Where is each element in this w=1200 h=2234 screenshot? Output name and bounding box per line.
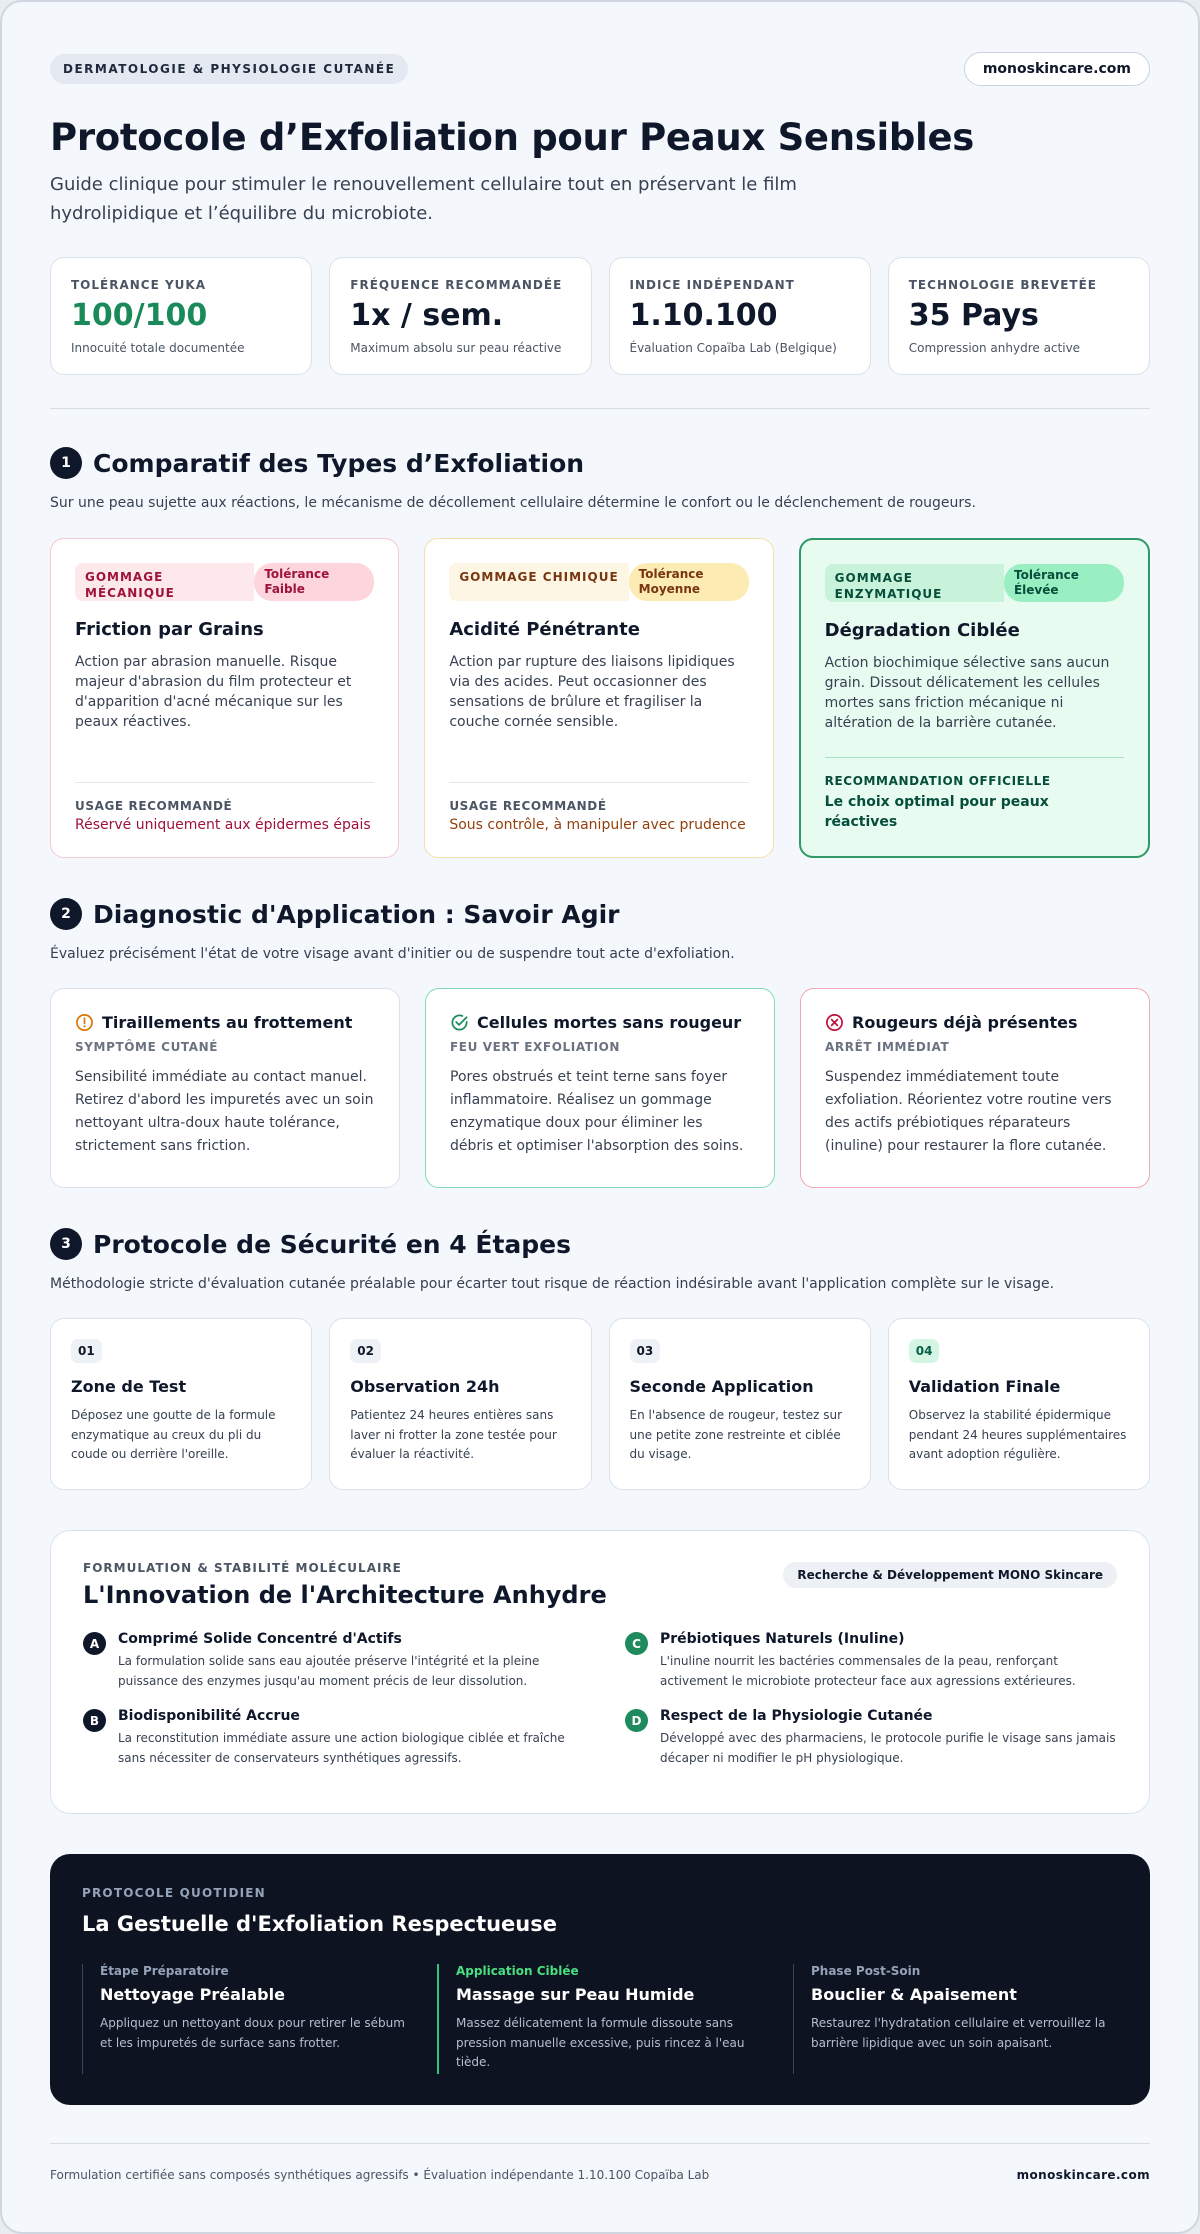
daily-step-title: Bouclier & Apaisement: [811, 1985, 1017, 2004]
section-number: 3: [50, 1228, 82, 1260]
recommendation-value: Le choix optimal pour peaux réactives: [824, 794, 1049, 830]
step-card-4: [888, 1318, 1150, 1490]
diagnostic-subtitle: FEU VERT EXFOLIATION: [450, 1040, 621, 1054]
stat-label: TOLÉRANCE YUKA: [71, 278, 207, 292]
badge-row: [449, 563, 748, 601]
section-title: Protocole de Sécurité en 4 Étapes: [93, 1229, 572, 1259]
warning-circle-icon: [75, 1013, 94, 1032]
section-3-header: [50, 1228, 1150, 1260]
badge-row: [75, 563, 374, 601]
type-badge: GOMMAGE MÉCANIQUE: [75, 563, 254, 601]
stat-note: Évaluation Copaïba Lab (Belgique): [629, 341, 837, 355]
innovation-item: [83, 1708, 575, 1768]
usage-label: USAGE RECOMMANDÉ: [75, 799, 233, 813]
diagnostic-text: Sensibilité immédiate au contact manuel. Retirez d'abord les impuretés avec un soin nettoyant ultra-doux haute tolérance, strictement sans friction.: [75, 1069, 374, 1154]
step-text: Déposez une goutte de la formule enzymatique au creux du pli du coude ou derrière l'oreille.: [71, 1408, 276, 1461]
category-tag: DERMATOLOGIE & PHYSIOLOGIE CUTANÉE: [50, 54, 408, 84]
stat-note: Compression anhydre active: [908, 341, 1081, 355]
stat-value: 35 Pays: [908, 298, 1039, 333]
diagnostic-card-tightness: [50, 988, 400, 1188]
item-letter: D: [625, 1709, 648, 1732]
rnd-badge: Recherche & Développement MONO Skincare: [783, 1562, 1117, 1588]
daily-title: La Gestuelle d'Exfoliation Respectueuse: [82, 1912, 557, 1936]
innovation-heading: [83, 1561, 607, 1609]
stat-label: TECHNOLOGIE BREVETÉE: [908, 278, 1097, 292]
tolerance-badge: Tolérance Faible: [254, 563, 374, 601]
innovation-header: [83, 1561, 1117, 1609]
usage-label: USAGE RECOMMANDÉ: [449, 799, 607, 813]
stat-value: 1x / sem.: [350, 298, 504, 333]
site-link[interactable]: monoskincare.com: [964, 52, 1150, 86]
x-circle-icon: [825, 1013, 844, 1032]
diagnostic-subtitle: SYMPTÔME CUTANÉ: [75, 1040, 219, 1054]
innovation-panel: [50, 1530, 1150, 1814]
step-text: En l'absence de rougeur, testez sur une petite zone restreinte et ciblée du visage.: [629, 1408, 843, 1461]
item-body: [118, 1708, 575, 1768]
daily-step-text: Restaurez l'hydratation cellulaire et verrouillez la barrière lipidique avec un soin apaisant.: [811, 2016, 1106, 2050]
type-text: Action par rupture des liaisons lipidiques via des acides. Peut occasionner des sensations de brûlure et fragiliser la couche cornée sensible.: [449, 654, 735, 730]
step-card-1: [50, 1318, 312, 1490]
daily-step-title: Nettoyage Préalable: [100, 1985, 285, 2004]
divider: [50, 408, 1150, 409]
item-letter: C: [625, 1632, 648, 1655]
section-description: Sur une peau sujette aux réactions, le mécanisme de décollement cellulaire détermine le confort ou le déclenchement de rougeurs.: [50, 495, 976, 511]
daily-protocol-panel: [50, 1854, 1150, 2105]
footer-site-link[interactable]: monoskincare.com: [1016, 2168, 1150, 2182]
daily-step-label: Étape Préparatoire: [100, 1964, 229, 1978]
item-text: L'inuline nourrit les bactéries commensales de la peau, renforçant activement le microbiote protecteur face aux agressions extérieures.: [660, 1654, 1076, 1688]
item-letter: B: [83, 1709, 106, 1732]
section-number: 1: [50, 447, 82, 479]
item-letter: A: [83, 1632, 106, 1655]
stat-value: 1.10.100: [629, 298, 778, 333]
stat-card-index: [609, 257, 871, 375]
diagnostic-header: [450, 1013, 750, 1032]
type-title: Dégradation Ciblée: [824, 620, 1020, 641]
section-title: Diagnostic d'Application : Savoir Agir: [93, 899, 620, 929]
diagnostic-card-dead-cells: [425, 988, 775, 1188]
daily-step-text: Massez délicatement la formule dissoute sans pression manuelle excessive, puis rincez à l'eau tiède.: [456, 2016, 745, 2069]
stat-note: Maximum absolu sur peau réactive: [350, 341, 562, 355]
diagnostic-text: Pores obstrués et teint terne sans foyer inflammatoire. Réalisez un gommage enzymatique doux pour éliminer les débris et optimiser l'absorption des soins.: [450, 1069, 744, 1154]
section-1-header: [50, 447, 1150, 479]
section-number: 2: [50, 898, 82, 930]
daily-step-application: [437, 1964, 763, 2074]
item-title: Biodisponibilité Accrue: [118, 1708, 300, 1724]
step-title: Observation 24h: [350, 1377, 500, 1396]
step-title: Zone de Test: [71, 1377, 187, 1396]
step-text: Patientez 24 heures entières sans laver ni frotter la zone testée pour évaluer la réactivité.: [350, 1408, 557, 1461]
type-card-enzymatic: [799, 538, 1150, 858]
tolerance-badge: Tolérance Élevée: [1004, 564, 1124, 602]
page-subtitle: Guide clinique pour stimuler le renouvellement cellulaire tout en préservant le film hydrolipidique et l’équilibre du microbiote.: [50, 174, 797, 224]
innovation-item: [625, 1708, 1117, 1768]
diagnostic-subtitle: ARRÊT IMMÉDIAT: [825, 1040, 950, 1054]
type-title: Acidité Pénétrante: [449, 619, 640, 640]
type-card-chemical: [424, 538, 773, 858]
tolerance-badge: Tolérance Moyenne: [629, 563, 749, 601]
type-footer: [449, 782, 748, 833]
type-badge: GOMMAGE ENZYMATIQUE: [825, 564, 1004, 602]
stat-label: INDICE INDÉPENDANT: [629, 278, 795, 292]
step-title: Seconde Application: [629, 1377, 814, 1396]
daily-step-post-care: [793, 1964, 1118, 2074]
usage-value: Réservé uniquement aux épidermes épais: [75, 817, 371, 833]
stat-label: FRÉQUENCE RECOMMANDÉE: [350, 278, 563, 292]
step-number: 01: [71, 1339, 102, 1363]
type-footer: [825, 757, 1124, 832]
step-text: Observez la stabilité épidermique pendant 24 heures supplémentaires avant adoption régulière.: [908, 1408, 1127, 1461]
step-card-3: [609, 1318, 871, 1490]
badge-row: [825, 564, 1124, 602]
stat-card-tolerance: [50, 257, 312, 375]
section-description: Méthodologie stricte d'évaluation cutanée préalable pour écarter tout risque de réaction indésirable avant l'application complète sur le visage.: [50, 1276, 1055, 1292]
step-card-2: [329, 1318, 591, 1490]
type-text: Action par abrasion manuelle. Risque majeur d'abrasion du film protecteur et d'apparition d'acné mécanique sur les peaux réactives.: [75, 654, 352, 730]
daily-step-label: Application Ciblée: [456, 1964, 579, 1978]
diagnostic-title: Tiraillements au frottement: [102, 1013, 353, 1032]
innovation-grid: [83, 1631, 1117, 1768]
step-number: 03: [630, 1339, 661, 1363]
innovation-item: [625, 1631, 1117, 1691]
stat-card-technology: [888, 257, 1150, 375]
section-title: Comparatif des Types d’Exfoliation: [93, 448, 585, 478]
item-body: [660, 1631, 1117, 1691]
diagnostic-title: Rougeurs déjà présentes: [852, 1013, 1078, 1032]
stats-row: [50, 257, 1150, 375]
step-number: 04: [909, 1339, 940, 1363]
item-text: Développé avec des pharmaciens, le protocole purifie le visage sans jamais décaper ni modifier le pH physiologique.: [660, 1731, 1116, 1765]
type-badge: GOMMAGE CHIMIQUE: [449, 563, 628, 601]
daily-step-title: Massage sur Peau Humide: [456, 1985, 695, 2004]
daily-label: PROTOCOLE QUOTIDIEN: [82, 1886, 266, 1900]
stat-note: Innocuité totale documentée: [71, 341, 245, 355]
daily-step-text: Appliquez un nettoyant doux pour retirer le sébum et les impuretés de surface sans frotter.: [100, 2016, 405, 2050]
stat-value: 100/100: [71, 298, 208, 333]
item-body: [118, 1631, 575, 1691]
section-description: Évaluez précisément l'état de votre visage avant d'initier ou de suspendre tout acte d'exfoliation.: [50, 946, 735, 962]
item-text: La formulation solide sans eau ajoutée préserve l'intégrité et la pleine puissance des enzymes jusqu'au moment précis de leur dissolution.: [118, 1654, 540, 1688]
type-title: Friction par Grains: [75, 619, 264, 640]
usage-value: Sous contrôle, à manipuler avec prudence: [449, 817, 746, 833]
diagnostic-title: Cellules mortes sans rougeur: [477, 1013, 742, 1032]
section-2-header: [50, 898, 1150, 930]
innovation-item: [83, 1631, 575, 1691]
item-title: Comprimé Solide Concentré d'Actifs: [118, 1631, 402, 1647]
footer: [50, 2143, 1150, 2182]
step-number: 02: [350, 1339, 381, 1363]
page-title: Protocole d’Exfoliation pour Peaux Sensibles: [50, 116, 974, 159]
footer-note: Formulation certifiée sans composés synthétiques agressifs • Évaluation indépendante 1.10.100 Copaïba Lab: [50, 2168, 710, 2182]
diagnostic-text: Suspendez immédiatement toute exfoliation. Réorientez votre routine vers des actifs prébiotiques réparateurs (inuline) pour restaurer la flore cutanée.: [825, 1069, 1112, 1154]
item-body: [660, 1708, 1117, 1768]
type-text: Action biochimique sélective sans aucun grain. Dissout délicatement les cellules mortes sans friction mécanique ni altération de la barrière cutanée.: [824, 655, 1110, 731]
diagnostic-header: [75, 1013, 375, 1032]
daily-step-preparation: [82, 1964, 407, 2074]
item-text: La reconstitution immédiate assure une action biologique ciblée et fraîche sans nécessiter de conservateurs synthétiques agressifs.: [118, 1731, 565, 1765]
daily-step-label: Phase Post-Soin: [811, 1964, 921, 1978]
check-circle-icon: [450, 1013, 469, 1032]
safety-steps: [50, 1318, 1150, 1490]
step-title: Validation Finale: [908, 1377, 1061, 1396]
exfoliation-types: [50, 538, 1150, 858]
type-card-mechanical: [50, 538, 399, 858]
type-footer: [75, 782, 374, 833]
recommendation-label: RECOMMANDATION OFFICIELLE: [824, 774, 1051, 788]
item-title: Respect de la Physiologie Cutanée: [660, 1708, 933, 1724]
header-row: [50, 52, 1150, 86]
daily-steps: [82, 1964, 1118, 2074]
stat-card-frequency: [329, 257, 591, 375]
innovation-title: L'Innovation de l'Architecture Anhydre: [83, 1581, 607, 1609]
item-title: Prébiotiques Naturels (Inuline): [660, 1631, 905, 1647]
innovation-label: FORMULATION & STABILITÉ MOLÉCULAIRE: [83, 1561, 402, 1575]
diagnostic-card-redness: [800, 988, 1150, 1188]
diagnostic-header: [825, 1013, 1125, 1032]
diagnostic-cards: [50, 988, 1150, 1188]
